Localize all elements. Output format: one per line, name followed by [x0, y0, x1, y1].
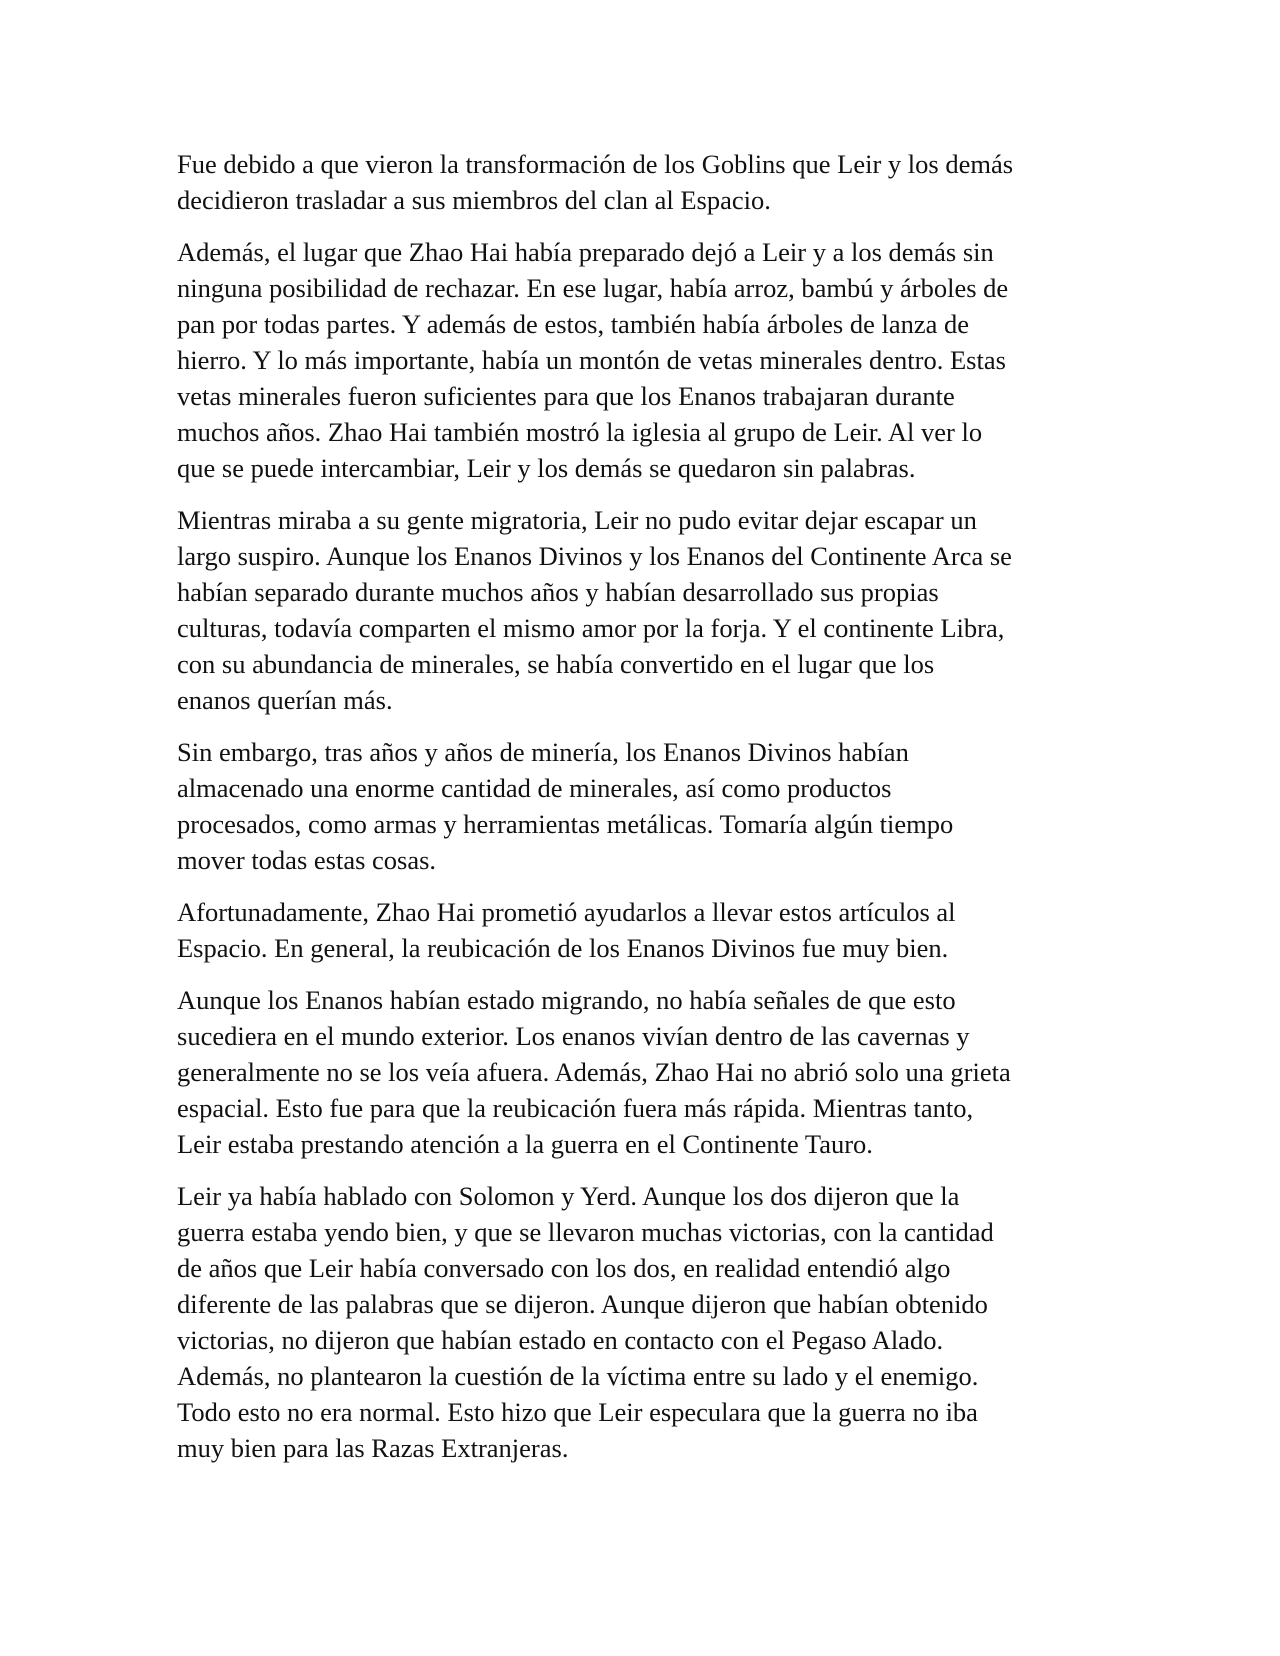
text-line: decidieron trasladar a sus miembros del clan al Espacio. — [177, 185, 771, 215]
text-line: Sin embargo, tras años y años de minería, los Enanos Divinos habían — [177, 737, 909, 767]
text-line: Además, no plantearon la cuestión de la víctima entre su lado y el enemigo. — [177, 1361, 979, 1391]
paragraph-6 — [177, 982, 1112, 1162]
text-line: generalmente no se los veía afuera. Además, Zhao Hai no abrió solo una grieta — [177, 1057, 1011, 1087]
text-line: vetas minerales fueron suficientes para que los Enanos trabajaran durante — [177, 381, 955, 411]
text-line: Leir ya había hablado con Solomon y Yerd. Aunque los dos dijeron que la — [177, 1181, 960, 1211]
text-line: Todo esto no era normal. Esto hizo que Leir especulara que la guerra no iba — [177, 1397, 978, 1427]
text-line: de años que Leir había conversado con los dos, en realidad entendió algo — [177, 1253, 951, 1283]
text-line: Fue debido a que vieron la transformación de los Goblins que Leir y los demás — [177, 149, 1014, 179]
text-line: Afortunadamente, Zhao Hai prometió ayudarlos a llevar estos artículos al — [177, 897, 956, 927]
text-line: hierro. Y lo más importante, había un montón de vetas minerales dentro. Estas — [177, 345, 1006, 375]
paragraph-5 — [177, 894, 1112, 966]
text-line: Leir estaba prestando atención a la guerra en el Continente Tauro. — [177, 1129, 873, 1159]
text-line: almacenado una enorme cantidad de minerales, así como productos — [177, 773, 892, 803]
paragraph-1 — [177, 146, 1112, 218]
text-line: culturas, todavía comparten el mismo amor por la forja. Y el continente Libra, — [177, 613, 1005, 643]
text-line: pan por todas partes. Y además de estos, también había árboles de lanza de — [177, 309, 970, 339]
text-line: espacial. Esto fue para que la reubicación fuera más rápida. Mientras tanto, — [177, 1093, 974, 1123]
text-line: guerra estaba yendo bien, y que se llevaron muchas victorias, con la cantidad — [177, 1217, 994, 1247]
document-page — [177, 146, 1112, 1482]
text-line: diferente de las palabras que se dijeron. Aunque dijeron que habían obtenido — [177, 1289, 988, 1319]
paragraph-2 — [177, 234, 1112, 486]
text-line: ninguna posibilidad de rechazar. En ese lugar, había arroz, bambú y árboles de — [177, 273, 1009, 303]
text-line: Mientras miraba a su gente migratoria, Leir no pudo evitar dejar escapar un — [177, 505, 977, 535]
text-line: mover todas estas cosas. — [177, 845, 437, 875]
text-line: habían separado durante muchos años y habían desarrollado sus propias — [177, 577, 939, 607]
text-line: Aunque los Enanos habían estado migrando, no había señales de que esto — [177, 985, 956, 1015]
text-line: Espacio. En general, la reubicación de los Enanos Divinos fue muy bien. — [177, 933, 949, 963]
text-line: enanos querían más. — [177, 685, 393, 715]
paragraph-4 — [177, 734, 1112, 878]
text-line: victorias, no dijeron que habían estado en contacto con el Pegaso Alado. — [177, 1325, 944, 1355]
paragraph-7 — [177, 1178, 1112, 1466]
text-line: con su abundancia de minerales, se había convertido en el lugar que los — [177, 649, 935, 679]
text-line: muy bien para las Razas Extranjeras. — [177, 1433, 569, 1463]
paragraph-3 — [177, 502, 1112, 718]
text-line: sucediera en el mundo exterior. Los enanos vivían dentro de las cavernas y — [177, 1021, 970, 1051]
text-line: muchos años. Zhao Hai también mostró la iglesia al grupo de Leir. Al ver lo — [177, 417, 983, 447]
text-line: que se puede intercambiar, Leir y los demás se quedaron sin palabras. — [177, 453, 916, 483]
text-line: Además, el lugar que Zhao Hai había preparado dejó a Leir y a los demás sin — [177, 237, 994, 267]
text-line: largo suspiro. Aunque los Enanos Divinos y los Enanos del Continente Arca se — [177, 541, 1012, 571]
text-line: procesados, como armas y herramientas metálicas. Tomaría algún tiempo — [177, 809, 954, 839]
